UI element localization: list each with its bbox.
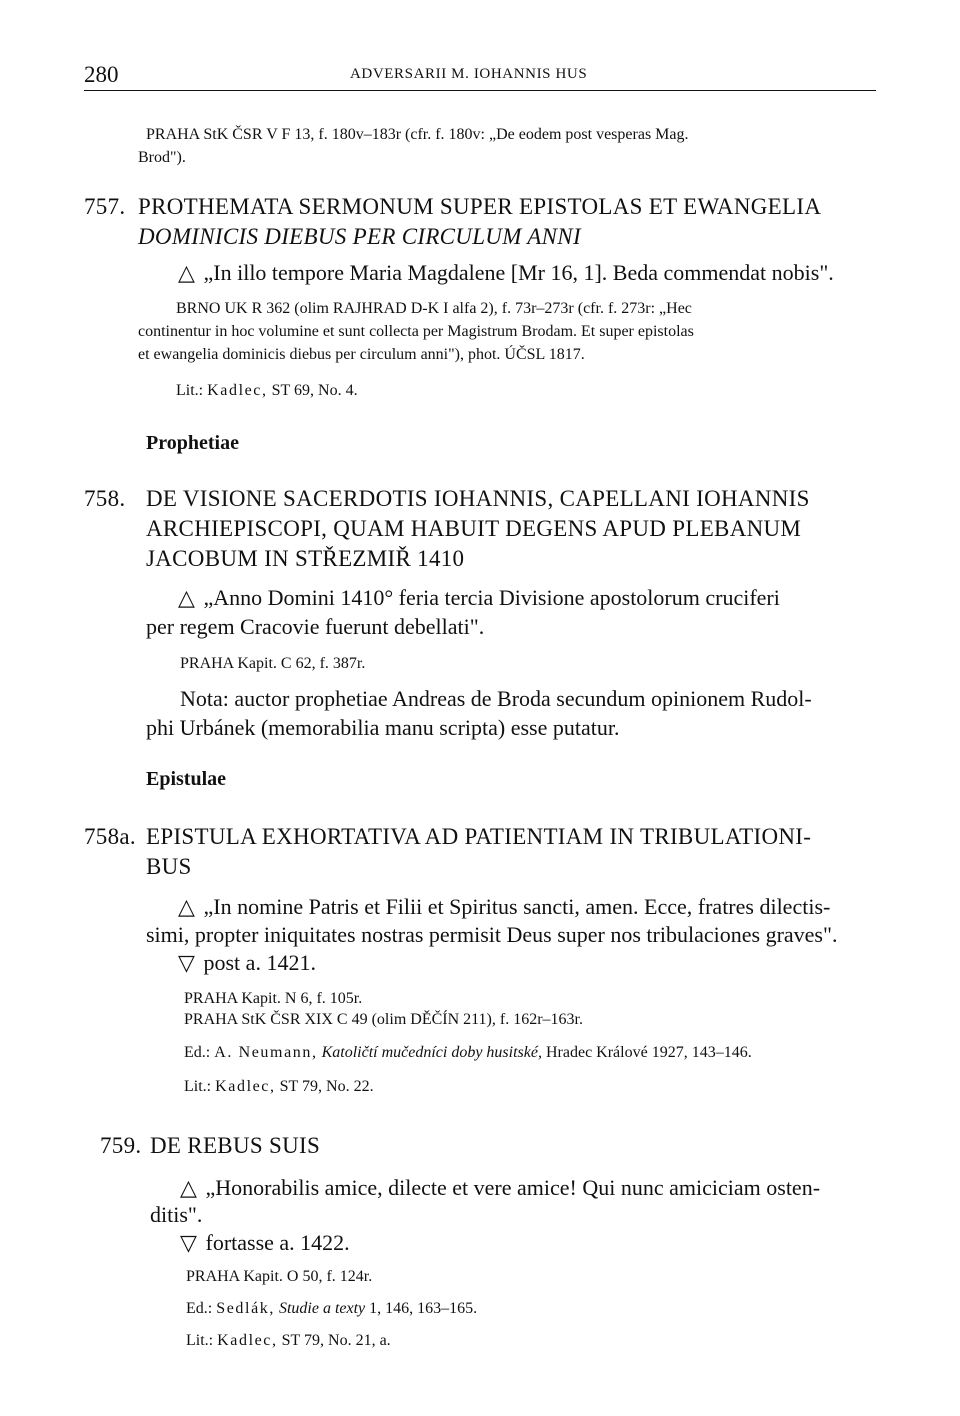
lit-label: Lit.: xyxy=(184,1078,212,1095)
entry-758-nota-line-2: phi Urbánek (memorabilia manu scripta) esse putatur. xyxy=(146,715,620,740)
entry-758a-title-line-2: BUS xyxy=(146,854,192,879)
ed-rest: 1, 146, 163–165. xyxy=(369,1300,478,1317)
lit-ref: ST 69, No. 4. xyxy=(271,382,358,399)
entry-759-date-text: fortasse a. 1422. xyxy=(205,1230,350,1255)
entry-758a-incipit-text-1: „In nomine Patris et Filii et Spiritus sancti, amen. Ecce, fratres dilectis- xyxy=(203,894,831,919)
entry-757-incipit xyxy=(178,260,834,286)
entry-757-incipit-text: „In illo tempore Maria Magdalene [Mr 16, 1]. Beda commendat nobis". xyxy=(203,260,834,285)
entry-757-title-line-1-text: PROTHEMATA SERMONUM SUPER EPISTOLAS ET EWANGELIA xyxy=(138,194,822,219)
entry-758a-ms-line-1: PRAHA Kapit. N 6, f. 105r. xyxy=(184,990,363,1007)
incipit-triangle-icon: △ xyxy=(178,585,195,610)
entry-757-ms-line-2: continentur in hoc volumine et sunt collecta per Magistrum Brodam. Et super epistolas xyxy=(138,323,694,340)
lit-author: Kadlec, xyxy=(217,1332,278,1349)
lit-ref: ST 79, No. 22. xyxy=(279,1078,374,1095)
section-heading-prophetiae: Prophetiae xyxy=(146,432,239,454)
entry-758-title-line-3: JACOBUM IN STŘEZMIŘ 1410 xyxy=(146,546,465,571)
entry-759-number: 759. xyxy=(100,1133,142,1158)
entry-758a-incipit-line-2: simi, propter iniquitates nostras permisit Deus super nos tribulaciones graves". xyxy=(146,922,838,947)
entry-759-incipit-text-1: „Honorabilis amice, dilecte et vere amice! Qui nunc amiciciam osten- xyxy=(205,1175,821,1200)
ed-label: Ed.: xyxy=(184,1044,211,1061)
lit-label: Lit.: xyxy=(186,1332,214,1349)
entry-757-title-line-1 xyxy=(138,194,821,220)
entry-758a-ed xyxy=(184,1044,752,1062)
entry-758a-date xyxy=(178,950,316,976)
entry-758-title-line-2: ARCHIEPISCOPI, QUAM HABUIT DEGENS APUD PLEBANUM xyxy=(146,516,802,541)
entry-757-ms-line-3: et ewangelia dominicis diebus per circulum anni"), phot. ÚČSL 1817. xyxy=(138,346,585,363)
entry-758a-date-text: post a. 1421. xyxy=(203,950,316,975)
incipit-triangle-icon: △ xyxy=(178,894,195,919)
entry-757-title-line-2: DOMINICIS DIEBUS PER CIRCULUM ANNI xyxy=(138,224,581,249)
section-heading-epistulae: Epistulae xyxy=(146,768,227,790)
intro-ms-line-1: PRAHA StK ČSR V F 13, f. 180v–183r (cfr. f. 180v: „De eodem post vesperas Mag. xyxy=(146,126,689,143)
ed-author: A. Neumann, xyxy=(214,1044,318,1061)
entry-758-number: 758. xyxy=(84,486,126,511)
incipit-triangle-icon: △ xyxy=(180,1175,197,1200)
entry-758a-incipit-line-1 xyxy=(178,894,830,920)
entry-758-incipit-line-1 xyxy=(178,585,780,611)
entry-758-ms-line-1: PRAHA Kapit. C 62, f. 387r. xyxy=(180,655,366,672)
entry-758-incipit-line-2: per regem Cracovie fuerunt debellati". xyxy=(146,614,485,639)
lit-author: Kadlec, xyxy=(215,1078,276,1095)
entry-758-title-line-1: DE VISIONE SACERDOTIS IOHANNIS, CAPELLANI IOHANNIS xyxy=(146,486,810,511)
entry-759-ed xyxy=(186,1300,477,1318)
lit-ref: ST 79, No. 21, a. xyxy=(281,1332,391,1349)
entry-758a-number: 758a. xyxy=(84,824,136,849)
running-title: ADVERSARII M. IOHANNIS HUS xyxy=(350,66,588,82)
entry-757-ms-line-1: BRNO UK R 362 (olim RAJHRAD D-K I alfa 2), f. 73r–273r (cfr. f. 273r: „Hec xyxy=(176,300,692,317)
lit-author: Kadlec, xyxy=(207,382,268,399)
entry-759-lit xyxy=(186,1332,391,1350)
lit-label: Lit.: xyxy=(176,382,204,399)
entry-759-incipit-line-2: ditis". xyxy=(150,1202,203,1227)
entry-759-date xyxy=(180,1230,350,1256)
ed-label: Ed.: xyxy=(186,1300,213,1317)
incipit-triangle-icon: △ xyxy=(178,260,195,285)
entry-758-incipit-text-1: „Anno Domini 1410° feria tercia Divisione apostolorum cruciferi xyxy=(203,585,780,610)
entry-757-lit xyxy=(176,382,358,400)
intro-ms-line-2: Brod"). xyxy=(138,149,186,166)
entry-759-title-line-1: DE REBUS SUIS xyxy=(150,1133,321,1158)
date-triangle-icon: ▽ xyxy=(178,950,195,975)
entry-759-incipit-line-1 xyxy=(180,1175,820,1201)
entry-757-number: 757. xyxy=(84,194,126,219)
entry-758a-title-line-1: EPISTULA EXHORTATIVA AD PATIENTIAM IN TRIBULATIONI- xyxy=(146,824,812,849)
date-triangle-icon: ▽ xyxy=(180,1230,197,1255)
entry-758a-ms-line-2: PRAHA StK ČSR XIX C 49 (olim DĚČÍN 211), f. 162r–163r. xyxy=(184,1011,583,1028)
page-number: 280 xyxy=(84,62,119,87)
ed-title: Studie a texty xyxy=(278,1300,366,1317)
entry-759-ms-line-1: PRAHA Kapit. O 50, f. 124r. xyxy=(186,1268,373,1285)
entry-758-nota-line-1: Nota: auctor prophetiae Andreas de Broda secundum opinionem Rudol- xyxy=(180,686,812,711)
ed-title: Katoličtí mučedníci doby husitské, xyxy=(321,1044,542,1061)
header-rule xyxy=(84,90,876,91)
ed-rest: Hradec Králové 1927, 143–146. xyxy=(545,1044,752,1061)
entry-758a-lit xyxy=(184,1078,374,1096)
ed-author: Sedlák, xyxy=(216,1300,275,1317)
